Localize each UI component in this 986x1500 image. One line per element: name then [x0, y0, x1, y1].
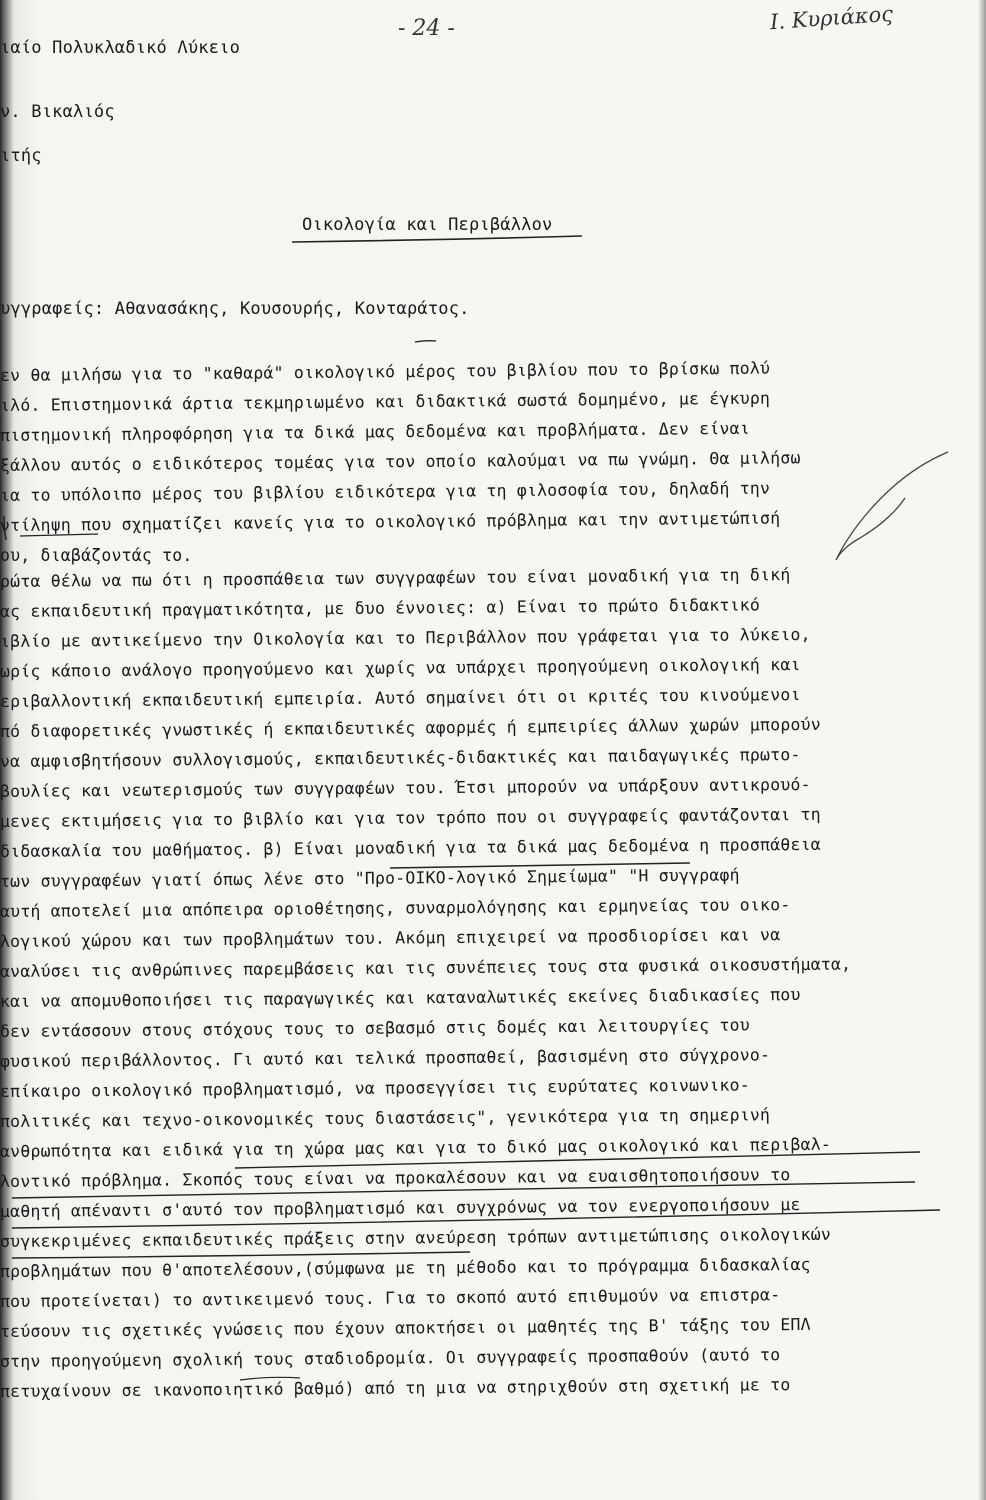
text-line: φυσικού περιβάλλοντος. Γι αυτό και τελικά προσπαθεί, βασισμένη στο σύγχρονο- — [0, 1045, 771, 1071]
text-line: αναλύσει τις ανθρώπινες παρεμβάσεις και τις συνέπειες τους στα φυσικά οικοσυστήματα, — [0, 954, 852, 981]
text-line: επίκαιρο οικολογικό προβληματισμό, να προσεγγίσει τις ευρύτατες κοινωνικο- — [0, 1075, 750, 1101]
text-line: μενες εκτιμήσεις για το βιβλίο και για τον τρόπο που οι συγγραφείς φαντάζονται τη — [0, 804, 821, 831]
text-line: πό διαφορετικές γνωστικές ή εκπαιδευτικές αφορμές ή εμπειρίες άλλων χωρών μπορούν — [0, 714, 821, 741]
text-line: μαθητή απέναντι σ'αυτό τον προβληματισμό και συγχρόνως να τον ενεργοποιήσουν με — [0, 1195, 801, 1221]
checkmark-annotation — [836, 452, 948, 560]
text-line: προβλημάτων που θ'αποτελέσουν,(σύμφωνα με τη μέθοδο και το πρόγραμμα διδασκαλίας — [0, 1254, 811, 1281]
text-line: ωρίς κάποιο ανάλογο προηγούμενο και χωρίς να υπάρχει προηγούμενη οικολογική και — [0, 655, 801, 681]
text-line: στην προηγούμενη σχολική τους σταδιοδρομία. Οι συγγραφείς προσπαθούν (αυτό το — [0, 1345, 781, 1371]
text-line: ας εκπαιδευτική πραγματικότητα, με δυο έννοιες: α) Είναι το πρώτο διδακτικό — [0, 595, 761, 621]
underline — [12, 1182, 915, 1198]
title-underline — [292, 236, 582, 242]
underline — [12, 1252, 470, 1258]
text-line: πιστημονική πληροφόρηση για τα δικά μας δεδομένα και προβλήματα. Δεν είναι — [0, 418, 750, 445]
text-line: ου, διαβάζοντάς το. — [0, 546, 193, 565]
page-number: - 24 - — [398, 16, 455, 41]
quote-underline — [390, 863, 690, 868]
text-line: εριβαλλοντική εκπαιδευτική εμπειρία. Αυτό σημαίνει ότι οι κριτές του κινούμενοι — [0, 685, 801, 711]
underline — [12, 1210, 940, 1228]
text-line: των συγγραφέων γιατί όπως λένε στο "Προ-ΟΙΚΟ-λογικό Σημείωμα" "Η συγγραφή — [0, 865, 740, 891]
authors-line: υγγραφείς: Αθανασάκης, Κουσουρής, Κονταράτος. — [0, 299, 470, 319]
text-line: πετυχαίνουν σε ικανοποιητικό βαθμό) από τη μια να στηριχθούν στη σχετική με το — [0, 1375, 791, 1401]
text-line: συγκεκριμένες εκπαιδευτικές πράξεις στην ανεύρεση τρόπων αντιμετώπισης οικολογικών — [0, 1224, 832, 1251]
text-line: να αμφισβητήσουν συλλογισμούς, εκπαιδευτικές-διδακτικές και παιδαγωγικές πρωτο- — [0, 745, 801, 771]
text-line: λογικού χώρου και των προβλημάτων του. Ακόμη επιχειρεί να προσδιορίσει και να — [0, 925, 781, 951]
margin-bracket — [4, 516, 6, 540]
text-line: ιλό. Επιστημονικά άρτια τεκμηριωμένο και διδακτικά σωστά δομημένο, με έγκυρη — [0, 388, 771, 415]
text-line: λοντικό πρόβλημα. Σκοπός τους είναι να προκαλέσουν και να ευαισθητοποιήσουν το — [0, 1165, 791, 1191]
header-name: ν. Βικαλιός — [0, 102, 115, 122]
text-line: που προτείνεται) το αντικειμενό τους. Για το σκοπό αυτό επιθυμούν να επιστρα- — [0, 1285, 781, 1311]
document-title: Οικολογία και Περιβάλλον — [302, 215, 553, 235]
word-underline — [20, 534, 98, 536]
dash-mark — [415, 341, 436, 342]
text-line: ιβλίο με αντικείμενο την Οικολογία και το Περιβάλλον που γράφεται για το λύκειο, — [0, 624, 811, 651]
text-line: και να απομυθοποιήσει τις παραγωγικές και καταναλωτικές εκείνες διαδικασίες που — [0, 985, 801, 1011]
text-line: ανθρωπότητα και ειδικά για τη χώρα μας και για το δικό μας οικολογικό και περιβαλ- — [0, 1134, 832, 1161]
strike-mark — [240, 1377, 300, 1380]
text-line: εν θα μιλήσω για το "καθαρά" οικολογικό μέρος του βιβλίου που το βρίσκω πολύ — [0, 358, 771, 385]
text-line: ρώτα θέλω να πω ότι η προσπάθεια των συγγραφέων του είναι μοναδική για τη δική — [0, 565, 791, 591]
text-line: ια το υπόλοιπο μέρος του βιβλίου ειδικότερα για τη φιλοσοφία του, δηλαδή την — [0, 478, 771, 505]
underline — [235, 1152, 920, 1168]
header-school: ιαίο Πολυκλαδικό Λύκειο — [0, 38, 241, 58]
handwritten-note: Ι. Κυριάκος — [769, 1, 894, 35]
text-line: τεύσουν τις σχετικές γνώσεις που έχουν αποκτήσει οι μαθητές της Β' τάξης του ΕΠΛ — [0, 1314, 811, 1341]
text-line: αυτή αποτελεί μια απόπειρα οριοθέτησης, συναρμολόγησης και ερμηνείας του οικο- — [0, 895, 791, 921]
text-line: διδασκαλία του μαθήματος. β) Είναι μοναδική για τα δικά μας δεδομένα η προσπάθεια — [0, 834, 821, 861]
text-line: βουλίες και νεωτερισμούς των συγγραφέων του. Έτσι μπορούν να υπάρξουν αντικρουό- — [0, 774, 811, 801]
text-line: πολιτικές και τεχνο-οικονομικές τους διαστάσεις", γενικότερα για τη σημερινή — [0, 1105, 771, 1131]
text-line: ντίληψη που σχηματίζει κανείς για το οικολογικό πρόβλημα και την αντιμετώπισή — [0, 508, 781, 535]
text-line: ξάλλου αυτός ο ειδικότερος τομέας για τον οποίο καλούμαι να πω γνώμη. Θα μιλήσω — [0, 448, 801, 475]
text-line: δεν εντάσσουν στους στόχους τους το σεβασμό στις δομές και λειτουργίες του — [0, 1015, 750, 1041]
header-role: ιτής — [0, 146, 42, 166]
